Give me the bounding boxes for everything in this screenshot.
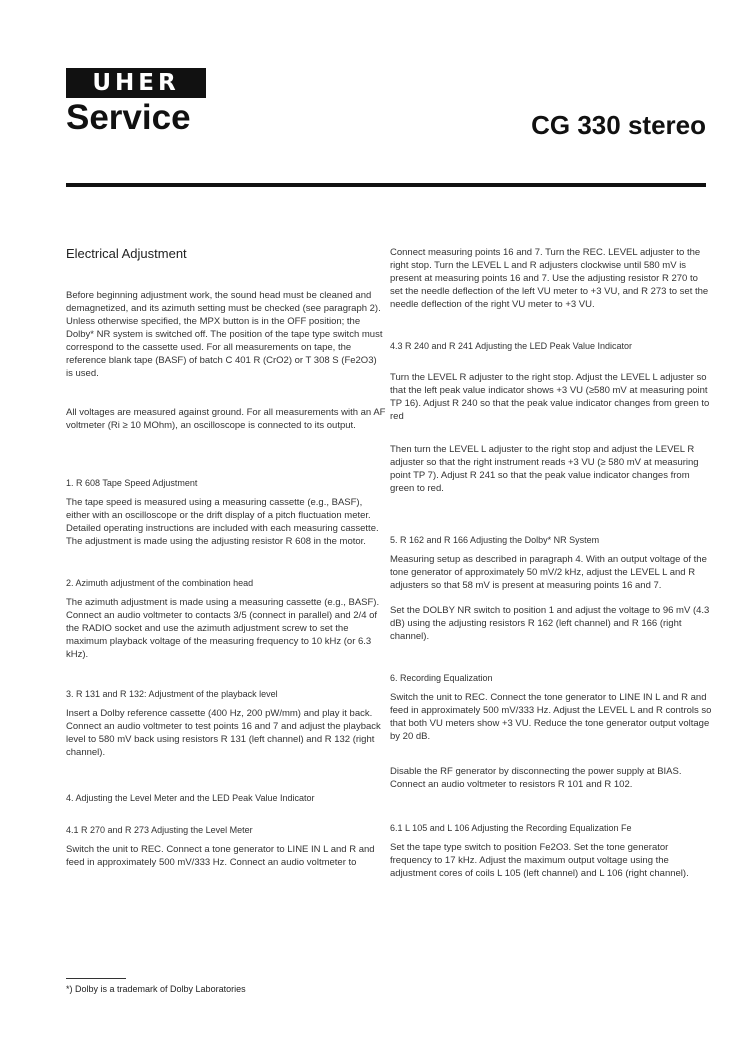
- continued-paragraph: Connect measuring points 16 and 7. Turn the REC. LEVEL adjuster to the right stop. Turn the LEVEL L and R adjusters clockwise until 580 mV is present at measuring points 16 and 7. Use the adjusting resistor R 270 to set the needle deflection of the left VU meter to +3 VU, and R 273 to set the needle deflection of the right VU meter to +3 VU.: [390, 247, 709, 310]
- section-3-title: 3. R 131 and R 132: Adjustment of the playback level: [66, 689, 278, 699]
- intro-paragraph: Before beginning adjustment work, the sound head must be cleaned and demagnetized, and its azimuth setting must be checked (see paragraph 2). Unless otherwise specified, the MPX button is in the OFF position; the Dolby* NR system is switched off. The position of the tape type switch must correspond to the cassette used. For all measurements on tape, the reference blank tape (BASF) of batch C 401 R (CrO2) or T 308 S (Fe2O3) is used.: [66, 290, 383, 379]
- section-2-text: The azimuth adjustment is made using a measuring cassette (e.g., BASF). Connect an audio voltmeter to contacts 3/5 (connect in parallel) and 2/4 of the RADIO socket and use the azimuth adjustment screw to set the maximum playback voltage of the measuring frequency to 10 kHz (or 6.3 kHz).: [66, 597, 380, 660]
- footnote: *) Dolby is a trademark of Dolby Laboratories: [66, 984, 246, 994]
- brand-logo: UHER: [66, 68, 206, 98]
- left-column: [66, 246, 386, 869]
- footnote-rule: [66, 978, 126, 979]
- section-2-title: 2. Azimuth adjustment of the combination head: [66, 578, 254, 588]
- section-5-text-1: Measuring setup as described in paragraph 4. With an output voltage of the tone generator of approximately 50 mV/2 kHz, adjust the LEVEL L and R adjusters so that 58 mV is present at measuring points 16 and 7.: [390, 554, 707, 591]
- section-6-1-text: Set the tape type switch to position Fe2O3. Set the tone generator frequency to 17 kHz. Adjust the maximum output voltage using the adjustment cores of coils L 105 (left channel) and L 106 (right channel).: [390, 842, 689, 879]
- service-heading: Service: [66, 98, 191, 137]
- section-6-text-2: Disable the RF generator by disconnecting the power supply at BIAS. Connect an audio voltmeter to resistors R 101 and R 102.: [390, 766, 682, 790]
- section-1-title: 1. R 608 Tape Speed Adjustment: [66, 478, 198, 488]
- section-4-1-title: 4.1 R 270 and R 273 Adjusting the Level Meter: [66, 825, 253, 835]
- voltages-paragraph: All voltages are measured against ground. For all measurements with an AF voltmeter (Ri ≥ 10 MOhm), an oscilloscope is connected to its output.: [66, 407, 386, 431]
- page-title: Electrical Adjustment: [66, 246, 187, 261]
- section-5-text-2: Set the DOLBY NR switch to position 1 and adjust the voltage to 96 mV (4.3 dB) using the adjusting resistors R 162 (left channel) and R 166 (right channel).: [390, 605, 710, 642]
- section-6-1-title: 6.1 L 105 and L 106 Adjusting the Recording Equalization Fe: [390, 823, 632, 833]
- header-rule: [66, 183, 706, 187]
- model-title: CG 330 stereo: [531, 110, 706, 140]
- section-4-3-text-2: Then turn the LEVEL L adjuster to the right stop and adjust the LEVEL R adjuster so that the right instrument reads +3 VU (≥ 580 mV at measuring point TP 7). Adjust R 241 so that the peak value indicator changes from green to red.: [390, 444, 699, 494]
- section-4-1-text: Switch the unit to REC. Connect a tone generator to LINE IN L and R and feed in approximately 500 mV/333 Hz. Connect an audio voltmeter to: [66, 844, 375, 868]
- section-4-title: 4. Adjusting the Level Meter and the LED Peak Value Indicator: [66, 793, 315, 803]
- section-4-3-title: 4.3 R 240 and R 241 Adjusting the LED Peak Value Indicator: [390, 341, 632, 351]
- section-6-text-1: Switch the unit to REC. Connect the tone generator to LINE IN L and R and feed in approximately 500 mV/333 Hz. Adjust the LEVEL L and R controls so that both VU meters show +3 VU. Reduce the tone generator output voltage by 20 dB.: [390, 692, 712, 742]
- section-4-3-text-1: Turn the LEVEL R adjuster to the right stop. Adjust the LEVEL L adjuster so that the left peak value indicator shows +3 VU (≥580 mV at measuring point TP 16). Adjust R 240 so that the peak value indicator changes from green to red: [390, 372, 710, 422]
- section-5-title: 5. R 162 and R 166 Adjusting the Dolby* NR System: [390, 535, 600, 545]
- section-3-text: Insert a Dolby reference cassette (400 Hz, 200 pW/mm) and play it back. Connect an audio voltmeter to test points 16 and 7 and adjust the playback level to 580 mV back using resistors R 131 (left channel) and R 132 (right channel).: [66, 708, 381, 758]
- right-column: [390, 246, 712, 880]
- section-6-title: 6. Recording Equalization: [390, 673, 493, 683]
- section-1-text: The tape speed is measured using a measuring cassette (e.g., BASF), either with an oscilloscope or the drift display of a pitch fluctuation meter. Detailed operating instructions are included with each measuring cassette. The adjustment is made using the adjusting resistor R 608 in the motor.: [66, 497, 379, 547]
